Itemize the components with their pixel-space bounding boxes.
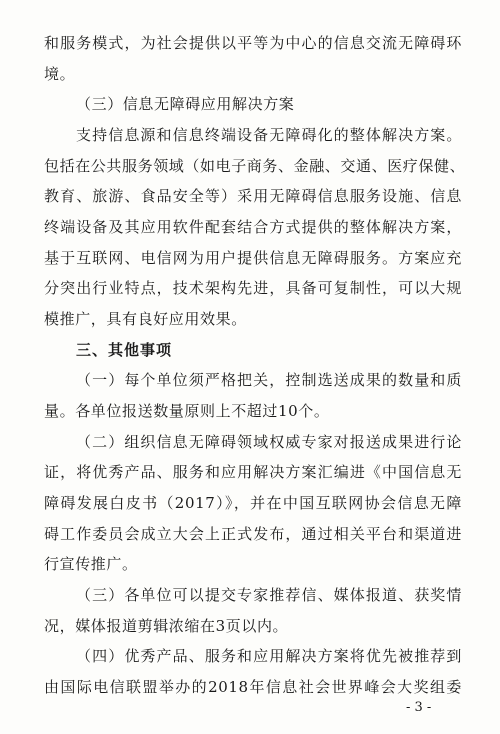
paragraph-line: （二）组织信息无障碍领域权威专家对报送成果进行论 bbox=[76, 433, 462, 451]
paragraph-line: 模推广，具有良好应用效果。 bbox=[44, 310, 247, 328]
paragraph-line: 包括在公共服务领域（如电子商务、金融、交通、医疗保健、 bbox=[44, 157, 466, 175]
paragraph-line: 由国际电信联盟举办的2018年信息社会世界峰会大奖组委 bbox=[44, 678, 462, 696]
paragraph-line: 境。 bbox=[44, 65, 76, 83]
paragraph-line: 分突出行业特点，技术架构先进，具备可复制性，可以大规 bbox=[44, 279, 462, 297]
section-heading-other-matters: 三、其他事项 bbox=[76, 341, 173, 359]
paragraph-line: 终端设备及其应用软件配套结合方式提供的整体解决方案， bbox=[44, 218, 462, 236]
paragraph-line: 碍工作委员会成立大会上正式发布，通过相关平台和渠道进 bbox=[44, 525, 462, 543]
paragraph-line: 教育、旅游、食品安全等）采用无障碍信息服务设施、信息 bbox=[44, 187, 462, 205]
paragraph-line: 和服务模式，为社会提供以平等为中心的信息交流无障碍环 bbox=[44, 34, 462, 52]
paragraph-line: 基于互联网、电信网为用户提供信息无障碍服务。方案应充 bbox=[44, 249, 462, 267]
section-heading-3: （三）信息无障碍应用解决方案 bbox=[76, 95, 295, 113]
paragraph-line: 障碍发展白皮书（2017）》，并在中国互联网协会信息无障 bbox=[44, 494, 462, 512]
page-number: - 3 - bbox=[406, 700, 432, 715]
paragraph-line: （一）每个单位须严格把关，控制选送成果的数量和质 bbox=[76, 371, 462, 389]
paragraph-line: 支持信息源和信息终端设备无障碍化的整体解决方案。 bbox=[76, 126, 462, 144]
paragraph-line: 量。各单位报送数量原则上不超过10个。 bbox=[44, 402, 330, 420]
paragraph-line: 证，将优秀产品、服务和应用解决方案汇编进《中国信息无 bbox=[44, 463, 462, 481]
paragraph-line: 行宣传推广。 bbox=[44, 555, 138, 573]
paragraph-line: 况，媒体报道剪辑浓缩在3页以内。 bbox=[44, 617, 289, 635]
paragraph-line: （四）优秀产品、服务和应用解决方案将优先被推荐到 bbox=[76, 647, 462, 665]
paragraph-line: （三）各单位可以提交专家推荐信、媒体报道、获奖情 bbox=[76, 586, 462, 604]
